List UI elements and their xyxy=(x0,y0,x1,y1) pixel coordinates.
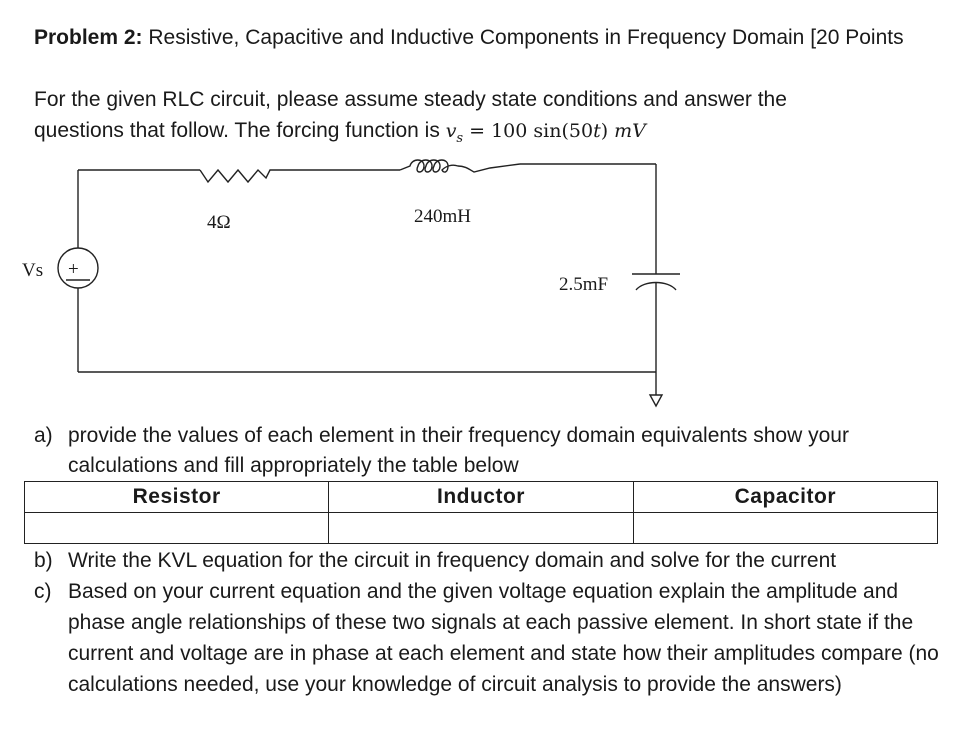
impedance-table xyxy=(24,481,938,544)
header-resistor: Resistor xyxy=(25,482,329,513)
question-c xyxy=(34,576,954,700)
eq-lhs: v xyxy=(445,120,457,142)
question-a xyxy=(34,421,954,481)
eq-close: ) xyxy=(600,120,615,142)
question-a-text: provide the values of each element in their frequency domain equivalents show your calculations and fill appropriately the table below xyxy=(68,424,849,477)
question-c-text: Based on your current equation and the given voltage equation explain the amplitude and phase angle relationships of these two signals at each passive element. In short state if the current and voltage are in phase at each element and state how their amplitudes compare (no calculations needed, use your knowledge of circuit analysis to provide the answers) xyxy=(68,580,939,696)
question-a-tag: a) xyxy=(34,424,53,447)
intro-line-2-text: questions that follow. The forcing function is xyxy=(34,119,446,142)
question-b-tag: b) xyxy=(34,549,53,572)
cell-resistor[interactable] xyxy=(25,513,329,544)
resistor-label: 4Ω xyxy=(207,212,231,233)
eq-t: t xyxy=(593,120,601,142)
intro-line-1: For the given RLC circuit, please assume steady state conditions and answer the xyxy=(34,88,787,111)
question-b-text: Write the KVL equation for the circuit in frequency domain and solve for the current xyxy=(68,549,837,572)
question-b xyxy=(34,545,954,576)
source-plus: + xyxy=(68,259,79,280)
questions-b-c xyxy=(34,545,954,700)
eq-sub: s xyxy=(456,130,464,146)
inductor-label: 240mH xyxy=(414,206,471,227)
source-label: Vs xyxy=(22,260,44,281)
problem-label: Problem 2: xyxy=(34,26,143,49)
eq-unit: mV xyxy=(614,120,646,142)
problem-heading xyxy=(34,22,954,53)
intro-line-2 xyxy=(34,115,954,154)
ground-symbol xyxy=(650,395,662,406)
question-c-tag: c) xyxy=(34,580,52,603)
table-answer-row xyxy=(25,513,938,544)
eq-rhs: = 100 sin(50 xyxy=(463,120,594,142)
forcing-function-equation xyxy=(445,120,646,146)
cell-inductor[interactable] xyxy=(329,513,633,544)
problem-intro xyxy=(34,84,954,154)
inductor-symbol xyxy=(400,160,520,172)
cell-capacitor[interactable] xyxy=(633,513,937,544)
capacitor-label: 2.5mF xyxy=(559,274,609,295)
problem-title: Resistive, Capacitive and Inductive Components in Frequency Domain [20 Points xyxy=(142,26,904,49)
resistor-symbol xyxy=(200,170,400,182)
header-inductor: Inductor xyxy=(329,482,633,513)
table-header-row xyxy=(25,482,938,513)
header-capacitor: Capacitor xyxy=(633,482,937,513)
rlc-circuit-diagram xyxy=(0,150,976,420)
